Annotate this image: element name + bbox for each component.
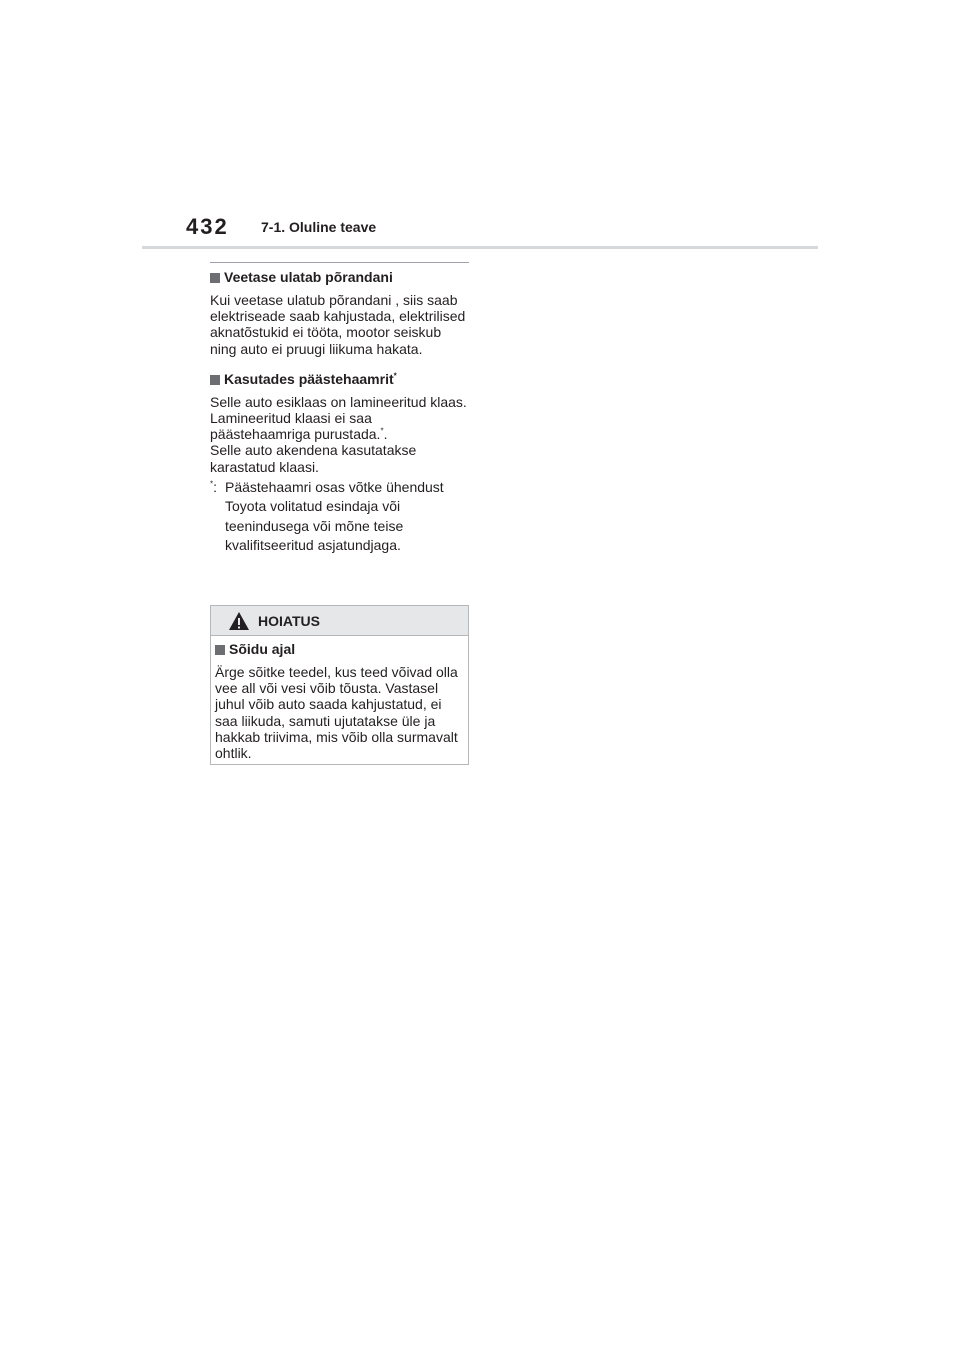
warning-body bbox=[211, 636, 468, 761]
section-heading-water-level bbox=[210, 269, 469, 286]
footnote-mark: * bbox=[393, 371, 397, 381]
warning-triangle-icon bbox=[228, 611, 250, 631]
rescue-hammer-paragraph bbox=[210, 394, 469, 475]
paragraph-line: Lamineeritud klaasi ei saa päästehaamriga purustada.*. bbox=[210, 410, 388, 443]
section-title: 7-1. Oluline teave bbox=[261, 219, 377, 235]
footnote bbox=[210, 478, 469, 556]
footnote-text: Päästehaamri osas võtke ühendust Toyota volitatud esindaja või teenindusega või mõne teise kvalifitseeritud asjatundjaga. bbox=[225, 478, 444, 554]
paragraph-line: Selle auto akendena kasutatakse karastatud klaasi. bbox=[210, 442, 417, 475]
footnote-mark: * bbox=[380, 426, 384, 436]
warning-paragraph: Ärge sõitke teedel, kus teed võivad olla vee all või vesi võib tõusta. Vastasel juhul võib auto saada kahjustatud, ei saa liikuda, samuti ujutatakse üle ja hakkab triivima, mis võib olla surmavalt ohtlik. bbox=[215, 664, 458, 762]
page-number: 432 bbox=[186, 214, 229, 239]
section-heading-text: Kasutades päästehaamrit bbox=[224, 370, 394, 387]
section-heading-rescue-hammer bbox=[210, 371, 469, 388]
warning-title: HOIATUS bbox=[258, 613, 320, 629]
square-bullet-icon bbox=[210, 375, 220, 385]
main-content bbox=[210, 262, 469, 556]
page-header bbox=[142, 210, 818, 249]
square-bullet-icon bbox=[210, 273, 220, 283]
warning-heading-text: Sõidu ajal bbox=[229, 641, 296, 657]
warning-heading bbox=[215, 641, 464, 658]
paragraph-line: Selle auto esiklaas on lamineeritud klaas. bbox=[210, 393, 467, 410]
warning-header bbox=[211, 606, 468, 636]
footnote-marker: *: bbox=[210, 478, 218, 495]
water-level-paragraph: Kui veetase ulatub põrandani , siis saab elektriseade saab kahjustada, elektrilised aknatõstukid ei tööta, mootor seiskub ning auto ei pruugi liikuma hakata. bbox=[210, 292, 466, 357]
square-bullet-icon bbox=[215, 645, 225, 655]
warning-box bbox=[210, 605, 469, 765]
section-divider bbox=[210, 262, 469, 263]
section-heading-text: Veetase ulatab põrandani bbox=[224, 269, 393, 285]
